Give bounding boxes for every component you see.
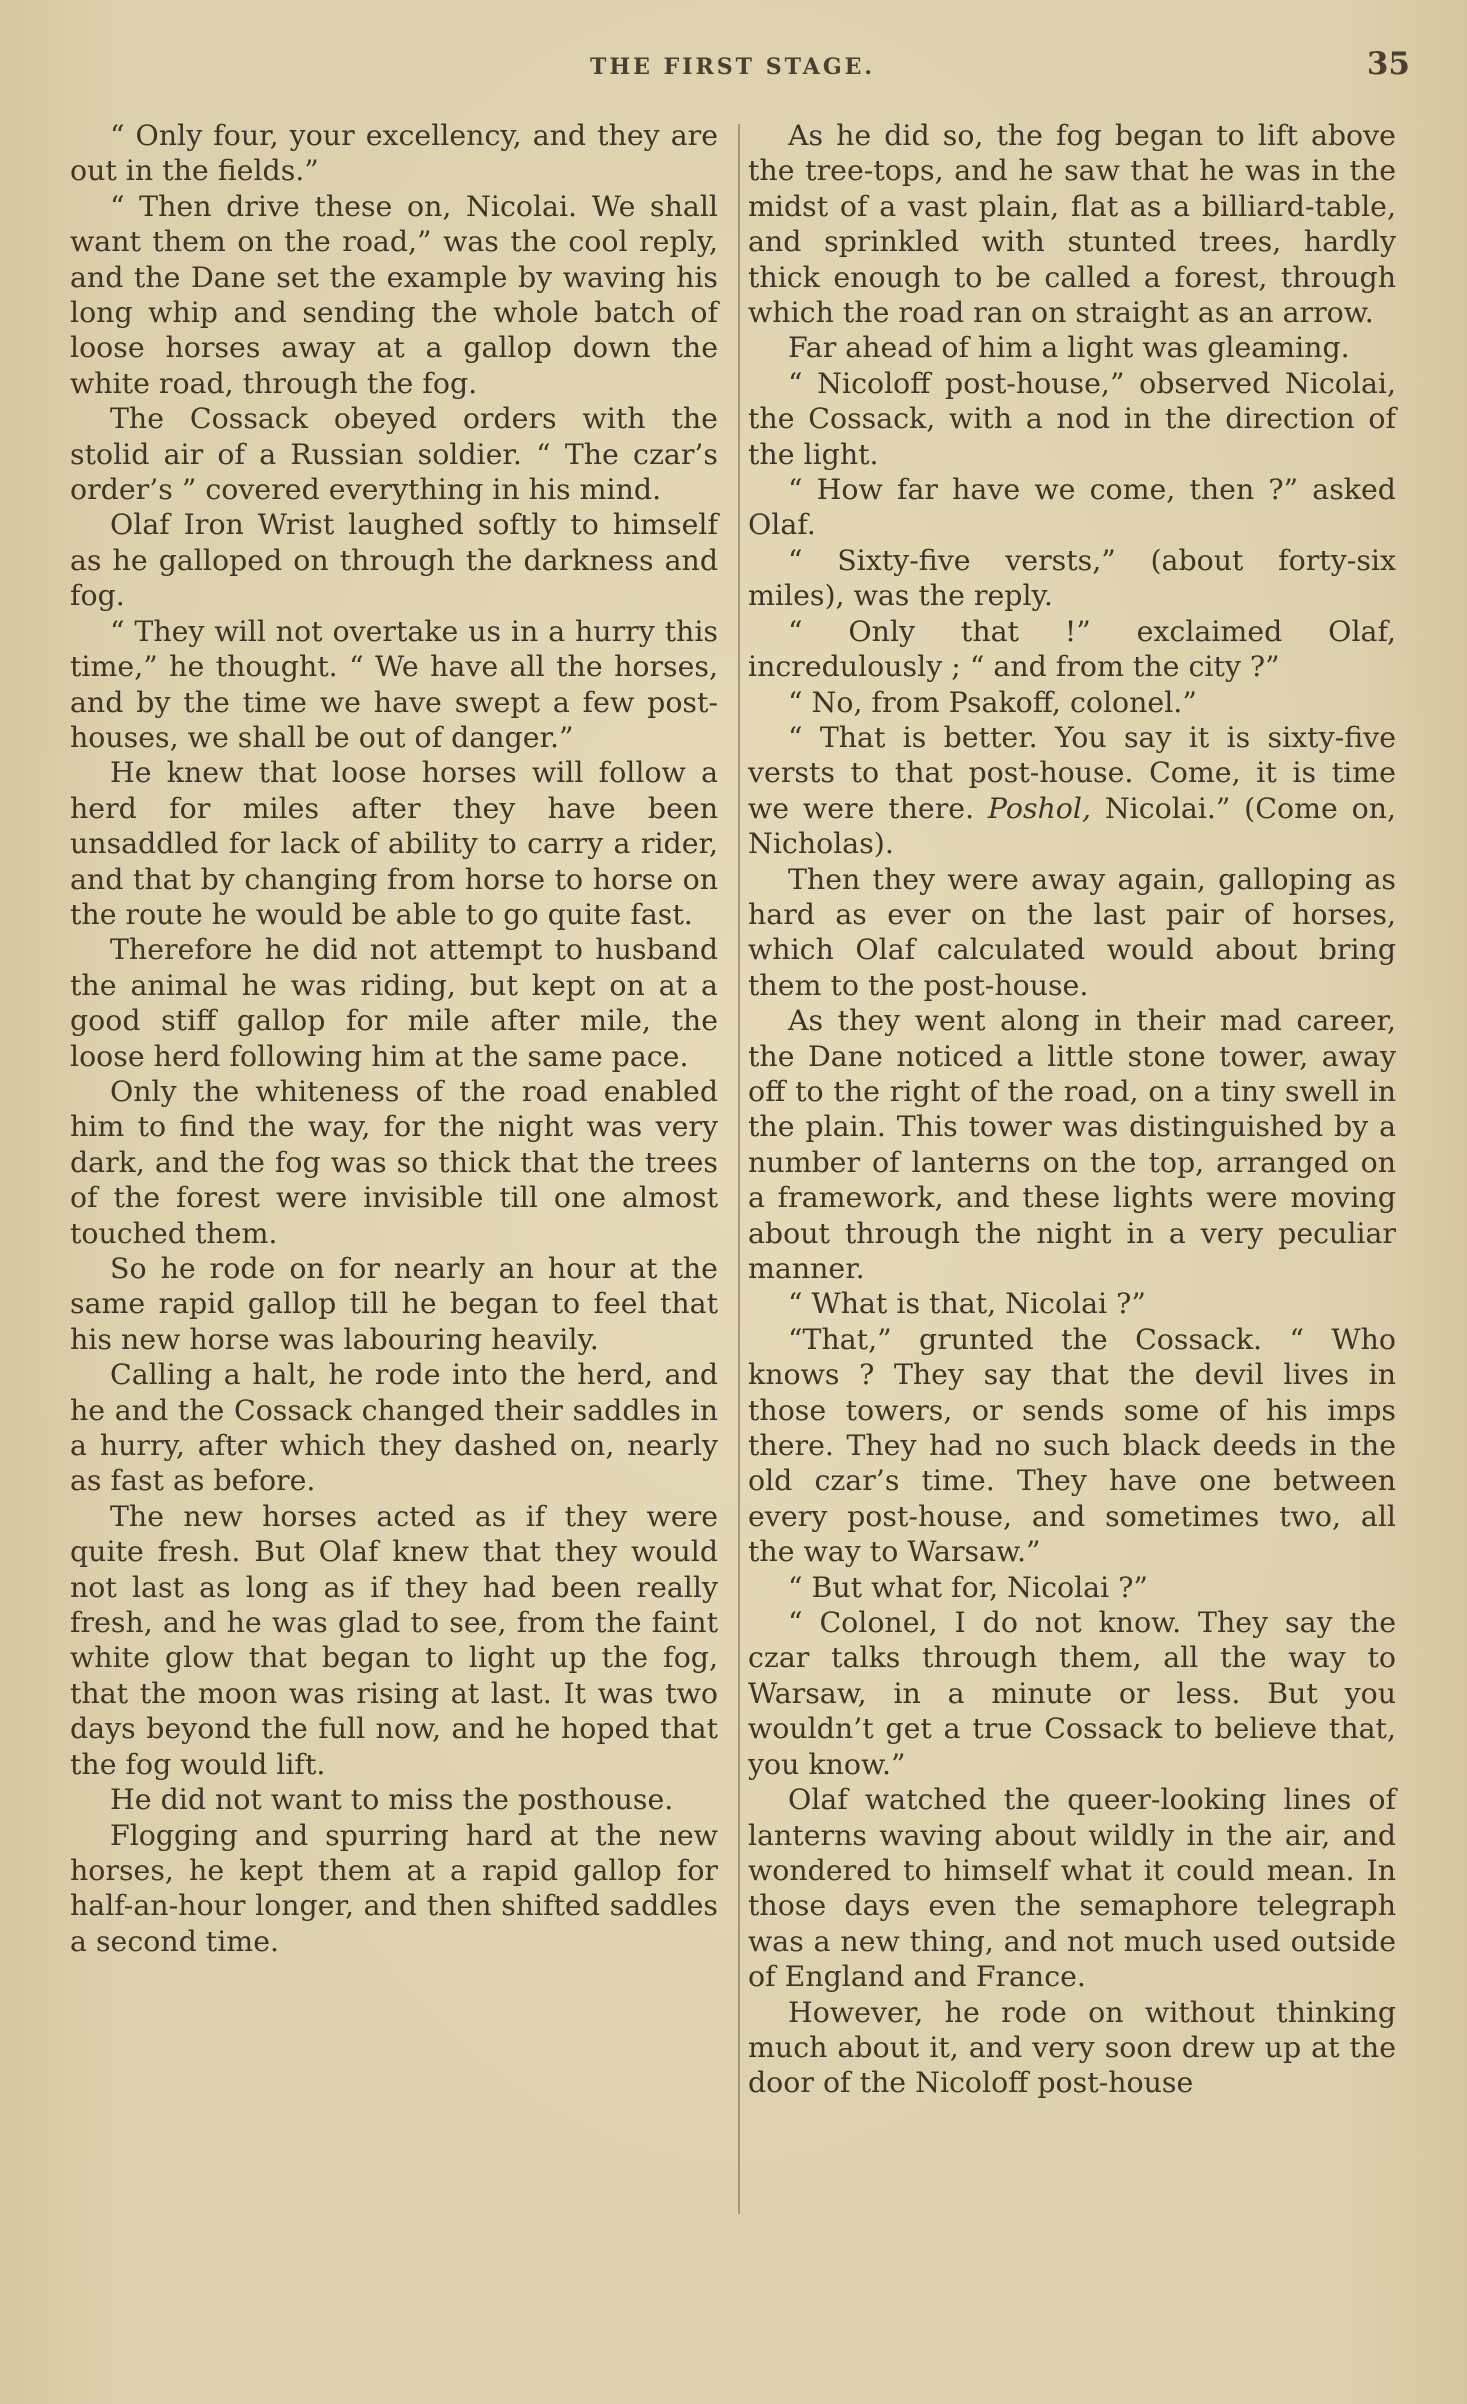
poshol-italic: Poshol, [987, 791, 1092, 825]
poshol-after: Nicolai.” (Come on, Nicholas). [748, 791, 1396, 861]
paragraph: “ No, from Psakoff, colonel.” [788, 685, 1197, 719]
paragraph: Calling a halt, he rode into the herd, and he and the Cossack changed their saddles in a hurry, after which they dashed on, nearly as fast as before. [70, 1358, 718, 1498]
paragraph: “ They will not overtake us in a hurry this time,” he thought. “ We have all the horses, and by the time we have swept a few post-houses, we shall be out of danger.” [70, 614, 718, 754]
paragraph: “ But what for, Nicolai ?” [788, 1570, 1148, 1604]
paragraph: “ Only four, your excellency, and they are out in the fields.” [70, 119, 718, 188]
left-column [70, 118, 718, 1959]
paragraph: As they went along in their mad career, the Dane noticed a little stone tower, away off to the right of the road, on a tiny swell in the plain. This tower was distinguished by a number of lanterns on the top, arranged on a framework, and these lights were moving about through the night in a very peculiar manner. [748, 1004, 1396, 1285]
paragraph: Far ahead of him a light was gleaming. [788, 331, 1350, 365]
paragraph: “ Only that !” exclaimed Olaf, incredulously ; “ and from the city ?” [748, 614, 1396, 684]
paragraph-poshol [748, 720, 1396, 862]
paragraph: The Cossack obeyed orders with the stolid air of a Russian soldier. “ The czar’s order’s ” covered everything in his mind. [70, 402, 718, 507]
paragraph: He knew that loose horses will follow a herd for miles after they have been unsaddled for lack of ability to carry a rider, and that by changing from horse to horse on the route he would be able to go quite fast. [70, 756, 718, 931]
paragraph: The new horses acted as if they were quite fresh. But Olaf knew that they would not last as long as if they had been really fresh, and he was glad to see, from the faint white glow that began to light up the fog, that the moon was rising at last. It was two days beyond the full now, and he hoped that the fog would lift. [70, 1499, 718, 1781]
paragraph: Therefore he did not attempt to husband the animal he was riding, but kept on at a good stiff gallop for mile after mile, the loose herd following him at the same pace. [70, 933, 718, 1073]
poshol-before: “ That is better. You say it is sixty-five versts to that post-house. Come, it is time we were there. [748, 720, 1396, 825]
column-divider [738, 124, 740, 2214]
paragraph: “ Sixty-five versts,” (about forty-six miles), was the reply. [748, 543, 1396, 613]
paragraph: So he rode on for nearly an hour at the same rapid gallop till he began to feel that his new horse was labouring heavily. [70, 1252, 718, 1356]
paragraph: “That,” grunted the Cossack. “ Who knows ? They say that the devil lives in those towers, or sends some of his imps there. They had no such black deeds in the old czar’s time. They have one between every post-house, and sometimes two, all the way to Warsaw.” [748, 1322, 1396, 1569]
paragraph: However, he rode on without thinking much about it, and very soon drew up at the door of the Nicoloff post-house [748, 1995, 1396, 2100]
paragraph: “ Nicoloff post-house,” observed Nicolai, the Cossack, with a nod in the direction of the light. [748, 366, 1396, 471]
paragraph: Only the whiteness of the road enabled him to find the way, for the night was very dark, and the fog was so thick that the trees of the forest were invisible till one almost touched them. [70, 1074, 718, 1250]
running-head: THE FIRST STAGE. [590, 54, 876, 80]
paragraph: Olaf Iron Wrist laughed softly to himself as he galloped on through the darkness and fog. [70, 508, 718, 613]
paragraph: “ Colonel, I do not know. They say the czar talks through them, all the way to Warsaw, in a minute or less. But you wouldn’t get a true Cossack to believe that, you know.” [748, 1606, 1396, 1781]
paragraph: “ What is that, Nicolai ?” [788, 1287, 1146, 1321]
page-number: 35 [1366, 46, 1410, 82]
paragraph: “ Then drive these on, Nicolai. We shall want them on the road,” was the cool reply, and the Dane set the example by waving his long whip and sending the whole batch of loose horses away at a gallop down the white road, through the fog. [70, 189, 718, 400]
right-column [748, 118, 1396, 2101]
paragraph: Olaf watched the queer-looking lines of lanterns waving about wildly in the air, and wondered to himself what it could mean. In those days even the semaphore telegraph was a new thing, and not much used outside of England and France. [748, 1783, 1396, 1994]
paragraph: Then they were away again, galloping as hard as ever on the last pair of horses, which Olaf calculated would about bring them to the post-house. [748, 862, 1396, 1002]
paragraph: Flogging and spurring hard at the new horses, he kept them at a rapid gallop for half-an-hour longer, and then shifted saddles a second time. [70, 1818, 718, 1958]
paragraph: He did not want to miss the posthouse. [110, 1783, 674, 1817]
paragraph: “ How far have we come, then ?” asked Olaf. [748, 473, 1396, 542]
page-header [70, 44, 1410, 94]
paragraph: As he did so, the fog began to lift above the tree-tops, and he saw that he was in the midst of a vast plain, flat as a billiard-table, and sprinkled with stunted trees, hardly thick enough to be called a forest, through which the road ran on straight as an arrow. [748, 119, 1396, 330]
